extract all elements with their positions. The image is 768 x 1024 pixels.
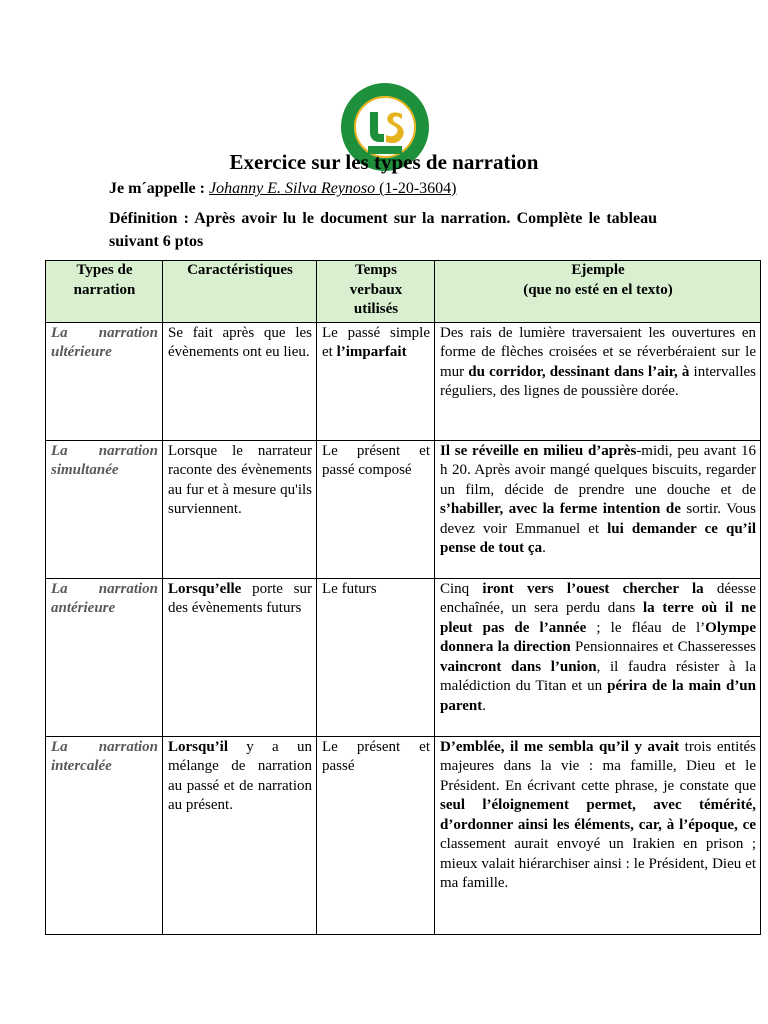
bold-text-segment: du corridor, dessinant dans l’air, à [468,363,690,380]
cell-example [435,322,761,440]
header-tenses-line1: Temps [355,262,397,278]
text-segment: déesse enchaînée, un sera perdu dans [440,580,756,616]
header-characteristics: Caractéristiques [163,261,317,323]
bold-text-segment: lui demander ce qu’il pense de tout ça [440,520,756,556]
text-segment: , il faudra résister à la malédiction du Titan et un [440,658,756,694]
narration-table [45,260,761,935]
bold-text-segment: Lorsqu’elle [168,580,242,597]
header-example [435,261,761,323]
text-segment: classement aurait envoyé un Irakien en prison ; mieux valait hiérarchiser ainsi : le Président, Dieu et ma famille. [440,836,756,891]
cell-narration-type: La narration intercalée [46,736,163,934]
bold-text-segment: D’emblée, il me sembla qu’il y avait [440,738,680,755]
student-name: Johanny E. Silva Reynoso [208,180,376,197]
cell-tenses [317,736,435,934]
cell-characteristics [163,322,317,440]
header-tenses-line2: verbaux [349,281,403,298]
bold-text-segment: Olympe donnera la direction [440,619,756,655]
text-segment: Le futurs [322,580,377,597]
text-segment: trois entités majeures dans la vie : ma famille, Dieu et le Président. En écrivant cette phrase, je constate que [440,738,756,794]
bold-text-segment: périra de la main d’un parent [440,678,756,714]
bold-text-segment: iront vers l’ouest chercher la [482,580,704,597]
cell-tenses [317,578,435,736]
header-types-line2: narration [73,281,136,298]
text-segment: . [542,540,546,556]
bold-text-segment: Il se réveille en milieu d’après [440,442,637,459]
bold-text-segment: Lorsqu’il [168,738,229,755]
instructions: Définition : Après avoir lu le document sur la narration. Complète le tableau suivant 6 ptos [109,210,657,250]
table-row [46,322,761,440]
cell-narration-type: La narration ultérieure [46,322,163,440]
text-segment: Le présent et passé composé [322,442,430,478]
text-segment: Le présent et passé [322,738,430,774]
bold-text-segment: vaincront dans l’union [440,658,597,675]
page-title: Exercice sur les types de narration [229,150,539,174]
text-segment: sortir. Vous devez voir Emmanuel et [440,501,756,537]
cell-narration-type: La narration antérieure [46,578,163,736]
text-segment: Cinq [440,580,483,597]
header-tenses [317,261,435,323]
text-segment: Se fait après que les évènements ont eu lieu. [168,324,312,360]
text-segment: y a un mélange de narration au passé et de narration au présent. [168,738,312,813]
text-segment: Le passé simple et [322,324,430,360]
header-example-line2: (que no esté en el texto) [523,281,673,298]
bold-text-segment: seul l’éloignement permet, avec témérité, d’ordonner ainsi les éléments, car, à l’époque, ce [440,797,756,833]
name-value [209,180,456,197]
table-header-row [46,261,761,323]
cell-characteristics [163,440,317,578]
text-segment: ; le fléau de l’ [586,619,706,636]
table-row [46,440,761,578]
text-segment: . [482,697,486,714]
bold-text-segment: s’habiller, avec la ferme intention de [440,501,681,517]
header-types [46,261,163,323]
cell-characteristics [163,736,317,934]
cell-narration-type: La narration simultanée [46,440,163,578]
table-row [46,578,761,736]
text-segment: -midi, peu avant 16 h 20. Après avoir mangé quelques biscuits, regarder un film, décide de prendre une douche et de [440,442,757,498]
cell-example [435,440,761,578]
cell-tenses [317,322,435,440]
bold-text-segment: l’imparfait [336,344,407,360]
cell-characteristics [163,578,317,736]
header-example-line1: Ejemple [571,262,625,278]
text-segment: intervalles réguliers, des lignes de poussière dorée. [440,363,757,399]
student-id: (1-20-3604) [375,180,457,197]
name-label: Je m´appelle : [109,180,209,197]
cell-example [435,736,761,934]
student-name-line [109,179,456,199]
cell-example [435,578,761,736]
cell-tenses [317,440,435,578]
bold-text-segment: la terre où il ne pleut pas de l’année [440,600,756,636]
text-segment: Des rais de lumière traversaient les ouvertures en forme de flèches croisées et se réverbéraient sur le mur [440,324,756,380]
header-tenses-line3: utilisés [353,301,399,317]
table-row [46,736,761,934]
table-body [46,322,761,934]
text-segment: Pensionnaires et Chasseresses [570,639,756,655]
text-segment: Lorsque le narrateur raconte des évènements au fur et à mesure qu'ils surviennent. [168,442,312,517]
text-segment: porte sur des évènements futurs [168,580,312,616]
header-types-line1: Types de [76,262,133,278]
